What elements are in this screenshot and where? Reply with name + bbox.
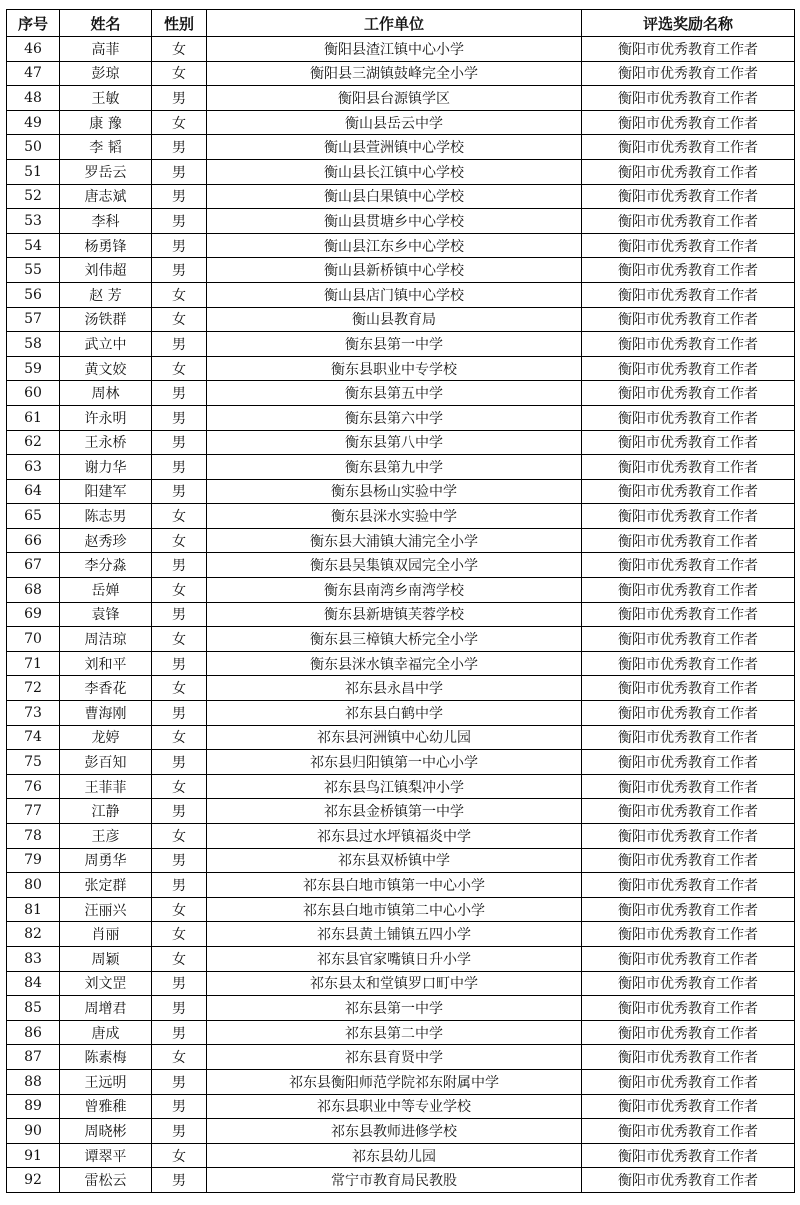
table-row — [7, 750, 795, 775]
table-header-row — [7, 10, 795, 37]
cell-serial-number: 84 — [7, 971, 60, 996]
cell-work-unit: 祁东县白地市镇第二中心小学 — [207, 897, 582, 922]
cell-serial-number: 49 — [7, 110, 60, 135]
cell-serial-number: 47 — [7, 61, 60, 86]
cell-award-name: 衡阳市优秀教育工作者 — [582, 37, 795, 62]
table-row — [7, 1094, 795, 1119]
cell-work-unit: 衡东县职业中专学校 — [207, 356, 582, 381]
cell-award-name: 衡阳市优秀教育工作者 — [582, 381, 795, 406]
cell-serial-number: 89 — [7, 1094, 60, 1119]
cell-name: 刘和平 — [60, 651, 152, 676]
cell-work-unit: 衡东县杨山实验中学 — [207, 479, 582, 504]
cell-award-name: 衡阳市优秀教育工作者 — [582, 356, 795, 381]
cell-serial-number: 51 — [7, 159, 60, 184]
cell-serial-number: 56 — [7, 282, 60, 307]
cell-gender: 男 — [152, 848, 207, 873]
cell-award-name: 衡阳市优秀教育工作者 — [582, 971, 795, 996]
table-row — [7, 701, 795, 726]
cell-award-name: 衡阳市优秀教育工作者 — [582, 1045, 795, 1070]
table-row — [7, 873, 795, 898]
cell-work-unit: 衡山县店门镇中心学校 — [207, 282, 582, 307]
cell-award-name: 衡阳市优秀教育工作者 — [582, 405, 795, 430]
cell-award-name: 衡阳市优秀教育工作者 — [582, 1168, 795, 1193]
table-row — [7, 455, 795, 480]
cell-name: 唐志斌 — [60, 184, 152, 209]
awards-table — [6, 9, 795, 1193]
table-body — [7, 37, 795, 1193]
cell-award-name: 衡阳市优秀教育工作者 — [582, 873, 795, 898]
cell-name: 周颖 — [60, 946, 152, 971]
cell-name: 雷松云 — [60, 1168, 152, 1193]
cell-gender: 女 — [152, 504, 207, 529]
cell-name: 肖丽 — [60, 922, 152, 947]
cell-gender: 男 — [152, 651, 207, 676]
table-row — [7, 37, 795, 62]
cell-gender: 女 — [152, 946, 207, 971]
cell-serial-number: 85 — [7, 996, 60, 1021]
cell-work-unit: 祁东县职业中等专业学校 — [207, 1094, 582, 1119]
table-row — [7, 897, 795, 922]
cell-gender: 男 — [152, 1020, 207, 1045]
cell-gender: 男 — [152, 430, 207, 455]
cell-name: 谭翠平 — [60, 1143, 152, 1168]
cell-gender: 女 — [152, 676, 207, 701]
cell-work-unit: 衡东县第六中学 — [207, 405, 582, 430]
table-row — [7, 627, 795, 652]
cell-award-name: 衡阳市优秀教育工作者 — [582, 578, 795, 603]
table-row — [7, 1045, 795, 1070]
table-row — [7, 307, 795, 332]
cell-serial-number: 60 — [7, 381, 60, 406]
cell-award-name: 衡阳市优秀教育工作者 — [582, 1143, 795, 1168]
cell-award-name: 衡阳市优秀教育工作者 — [582, 602, 795, 627]
cell-award-name: 衡阳市优秀教育工作者 — [582, 282, 795, 307]
cell-serial-number: 59 — [7, 356, 60, 381]
cell-gender: 男 — [152, 86, 207, 111]
cell-work-unit: 衡东县南湾乡南湾学校 — [207, 578, 582, 603]
cell-award-name: 衡阳市优秀教育工作者 — [582, 258, 795, 283]
cell-name: 黄文姣 — [60, 356, 152, 381]
cell-work-unit: 衡东县洣水实验中学 — [207, 504, 582, 529]
cell-work-unit: 祁东县河洲镇中心幼儿园 — [207, 725, 582, 750]
cell-name: 王菲菲 — [60, 774, 152, 799]
cell-name: 高菲 — [60, 37, 152, 62]
table-row — [7, 971, 795, 996]
cell-work-unit: 祁东县育贤中学 — [207, 1045, 582, 1070]
cell-name: 曾雅稚 — [60, 1094, 152, 1119]
cell-gender: 男 — [152, 159, 207, 184]
cell-serial-number: 64 — [7, 479, 60, 504]
cell-name: 周增君 — [60, 996, 152, 1021]
cell-work-unit: 衡山县贯塘乡中心学校 — [207, 209, 582, 234]
cell-gender: 女 — [152, 282, 207, 307]
cell-serial-number: 69 — [7, 602, 60, 627]
cell-award-name: 衡阳市优秀教育工作者 — [582, 159, 795, 184]
cell-award-name: 衡阳市优秀教育工作者 — [582, 996, 795, 1021]
cell-gender: 男 — [152, 996, 207, 1021]
cell-serial-number: 55 — [7, 258, 60, 283]
cell-award-name: 衡阳市优秀教育工作者 — [582, 1119, 795, 1144]
cell-name: 武立中 — [60, 332, 152, 357]
cell-gender: 男 — [152, 381, 207, 406]
table-row — [7, 209, 795, 234]
table-row — [7, 946, 795, 971]
cell-gender: 男 — [152, 1069, 207, 1094]
cell-work-unit: 祁东县教师进修学校 — [207, 1119, 582, 1144]
cell-serial-number: 92 — [7, 1168, 60, 1193]
table-row — [7, 578, 795, 603]
cell-work-unit: 衡东县第八中学 — [207, 430, 582, 455]
cell-award-name: 衡阳市优秀教育工作者 — [582, 922, 795, 947]
cell-work-unit: 衡东县洣水镇幸福完全小学 — [207, 651, 582, 676]
cell-gender: 男 — [152, 873, 207, 898]
cell-work-unit: 衡山县新桥镇中心学校 — [207, 258, 582, 283]
cell-award-name: 衡阳市优秀教育工作者 — [582, 799, 795, 824]
cell-award-name: 衡阳市优秀教育工作者 — [582, 627, 795, 652]
cell-work-unit: 祁东县第二中学 — [207, 1020, 582, 1045]
cell-award-name: 衡阳市优秀教育工作者 — [582, 1094, 795, 1119]
cell-work-unit: 祁东县鸟江镇梨冲小学 — [207, 774, 582, 799]
cell-gender: 男 — [152, 602, 207, 627]
cell-work-unit: 衡东县大浦镇大浦完全小学 — [207, 528, 582, 553]
cell-gender: 女 — [152, 725, 207, 750]
cell-serial-number: 70 — [7, 627, 60, 652]
cell-serial-number: 53 — [7, 209, 60, 234]
cell-name: 李科 — [60, 209, 152, 234]
table-row — [7, 1143, 795, 1168]
cell-work-unit: 祁东县第一中学 — [207, 996, 582, 1021]
cell-gender: 女 — [152, 1045, 207, 1070]
cell-name: 罗岳云 — [60, 159, 152, 184]
cell-work-unit: 祁东县衡阳师范学院祁东附属中学 — [207, 1069, 582, 1094]
cell-serial-number: 82 — [7, 922, 60, 947]
cell-award-name: 衡阳市优秀教育工作者 — [582, 110, 795, 135]
cell-serial-number: 87 — [7, 1045, 60, 1070]
cell-serial-number: 67 — [7, 553, 60, 578]
header-serial-number: 序号 — [7, 10, 60, 37]
cell-name: 曹海刚 — [60, 701, 152, 726]
cell-name: 王敏 — [60, 86, 152, 111]
table-row — [7, 332, 795, 357]
table-row — [7, 528, 795, 553]
cell-name: 袁锋 — [60, 602, 152, 627]
cell-gender: 男 — [152, 799, 207, 824]
cell-award-name: 衡阳市优秀教育工作者 — [582, 430, 795, 455]
cell-serial-number: 81 — [7, 897, 60, 922]
table-row — [7, 381, 795, 406]
cell-work-unit: 祁东县过水坪镇福炎中学 — [207, 824, 582, 849]
cell-serial-number: 76 — [7, 774, 60, 799]
header-gender: 性别 — [152, 10, 207, 37]
cell-gender: 女 — [152, 824, 207, 849]
cell-name: 汤铁群 — [60, 307, 152, 332]
cell-work-unit: 衡山县萱洲镇中心学校 — [207, 135, 582, 160]
cell-name: 岳婵 — [60, 578, 152, 603]
table-row — [7, 159, 795, 184]
table-row — [7, 356, 795, 381]
table-row — [7, 86, 795, 111]
cell-gender: 男 — [152, 750, 207, 775]
cell-gender: 女 — [152, 627, 207, 652]
cell-work-unit: 祁东县太和堂镇罗口町中学 — [207, 971, 582, 996]
cell-work-unit: 衡山县岳云中学 — [207, 110, 582, 135]
cell-work-unit: 祁东县黄土铺镇五四小学 — [207, 922, 582, 947]
cell-work-unit: 衡东县第一中学 — [207, 332, 582, 357]
cell-serial-number: 74 — [7, 725, 60, 750]
cell-work-unit: 祁东县官家嘴镇日升小学 — [207, 946, 582, 971]
cell-serial-number: 86 — [7, 1020, 60, 1045]
cell-name: 王彦 — [60, 824, 152, 849]
cell-award-name: 衡阳市优秀教育工作者 — [582, 455, 795, 480]
cell-award-name: 衡阳市优秀教育工作者 — [582, 86, 795, 111]
cell-gender: 男 — [152, 233, 207, 258]
cell-work-unit: 祁东县双桥镇中学 — [207, 848, 582, 873]
cell-gender: 男 — [152, 479, 207, 504]
cell-gender: 男 — [152, 1094, 207, 1119]
cell-work-unit: 衡东县三樟镇大桥完全小学 — [207, 627, 582, 652]
cell-serial-number: 91 — [7, 1143, 60, 1168]
cell-serial-number: 58 — [7, 332, 60, 357]
cell-award-name: 衡阳市优秀教育工作者 — [582, 848, 795, 873]
cell-work-unit: 衡阳县三湖镇鼓峰完全小学 — [207, 61, 582, 86]
cell-work-unit: 祁东县永昌中学 — [207, 676, 582, 701]
cell-name: 周林 — [60, 381, 152, 406]
cell-gender: 男 — [152, 184, 207, 209]
cell-serial-number: 48 — [7, 86, 60, 111]
cell-award-name: 衡阳市优秀教育工作者 — [582, 897, 795, 922]
cell-work-unit: 常宁市教育局民教股 — [207, 1168, 582, 1193]
cell-work-unit: 衡阳县台源镇学区 — [207, 86, 582, 111]
cell-award-name: 衡阳市优秀教育工作者 — [582, 528, 795, 553]
cell-name: 张定群 — [60, 873, 152, 898]
cell-gender: 男 — [152, 1168, 207, 1193]
cell-name: 谢力华 — [60, 455, 152, 480]
cell-name: 赵 芳 — [60, 282, 152, 307]
cell-gender: 男 — [152, 135, 207, 160]
cell-work-unit: 祁东县白鹤中学 — [207, 701, 582, 726]
cell-serial-number: 68 — [7, 578, 60, 603]
cell-award-name: 衡阳市优秀教育工作者 — [582, 184, 795, 209]
table-row — [7, 479, 795, 504]
table-row — [7, 1168, 795, 1193]
cell-work-unit: 衡阳县渣江镇中心小学 — [207, 37, 582, 62]
cell-name: 周洁琼 — [60, 627, 152, 652]
cell-serial-number: 65 — [7, 504, 60, 529]
cell-name: 杨勇锋 — [60, 233, 152, 258]
cell-award-name: 衡阳市优秀教育工作者 — [582, 676, 795, 701]
cell-name: 康 豫 — [60, 110, 152, 135]
cell-serial-number: 50 — [7, 135, 60, 160]
cell-gender: 男 — [152, 553, 207, 578]
cell-name: 周晓彬 — [60, 1119, 152, 1144]
cell-work-unit: 衡东县吴集镇双园完全小学 — [207, 553, 582, 578]
cell-serial-number: 57 — [7, 307, 60, 332]
cell-name: 唐成 — [60, 1020, 152, 1045]
cell-work-unit: 衡山县教育局 — [207, 307, 582, 332]
cell-name: 王远明 — [60, 1069, 152, 1094]
cell-name: 周勇华 — [60, 848, 152, 873]
cell-award-name: 衡阳市优秀教育工作者 — [582, 209, 795, 234]
table-row — [7, 282, 795, 307]
cell-name: 刘文罡 — [60, 971, 152, 996]
cell-gender: 女 — [152, 578, 207, 603]
header-award-name: 评选奖励名称 — [582, 10, 795, 37]
table-row — [7, 61, 795, 86]
cell-award-name: 衡阳市优秀教育工作者 — [582, 946, 795, 971]
cell-work-unit: 衡东县第九中学 — [207, 455, 582, 480]
cell-serial-number: 72 — [7, 676, 60, 701]
cell-work-unit: 祁东县归阳镇第一中心小学 — [207, 750, 582, 775]
cell-award-name: 衡阳市优秀教育工作者 — [582, 824, 795, 849]
cell-name: 许永明 — [60, 405, 152, 430]
cell-work-unit: 衡东县新塘镇芙蓉学校 — [207, 602, 582, 627]
cell-gender: 女 — [152, 774, 207, 799]
cell-name: 江静 — [60, 799, 152, 824]
cell-gender: 女 — [152, 110, 207, 135]
table-row — [7, 1069, 795, 1094]
cell-name: 阳建军 — [60, 479, 152, 504]
cell-gender: 女 — [152, 37, 207, 62]
cell-name: 彭百知 — [60, 750, 152, 775]
cell-serial-number: 77 — [7, 799, 60, 824]
table-row — [7, 233, 795, 258]
cell-gender: 男 — [152, 405, 207, 430]
cell-gender: 男 — [152, 258, 207, 283]
cell-gender: 女 — [152, 897, 207, 922]
cell-gender: 女 — [152, 356, 207, 381]
table-row — [7, 135, 795, 160]
table-row — [7, 824, 795, 849]
cell-award-name: 衡阳市优秀教育工作者 — [582, 651, 795, 676]
cell-award-name: 衡阳市优秀教育工作者 — [582, 553, 795, 578]
cell-gender: 女 — [152, 307, 207, 332]
cell-name: 彭琼 — [60, 61, 152, 86]
cell-name: 李 韬 — [60, 135, 152, 160]
cell-award-name: 衡阳市优秀教育工作者 — [582, 774, 795, 799]
cell-gender: 女 — [152, 61, 207, 86]
cell-gender: 男 — [152, 971, 207, 996]
cell-name: 李分淼 — [60, 553, 152, 578]
table-row — [7, 553, 795, 578]
cell-name: 刘伟超 — [60, 258, 152, 283]
table-row — [7, 405, 795, 430]
cell-gender: 男 — [152, 209, 207, 234]
cell-name: 陈志男 — [60, 504, 152, 529]
cell-serial-number: 79 — [7, 848, 60, 873]
table-row — [7, 110, 795, 135]
cell-work-unit: 衡山县长江镇中心学校 — [207, 159, 582, 184]
cell-work-unit: 衡山县白果镇中心学校 — [207, 184, 582, 209]
cell-work-unit: 衡山县江东乡中心学校 — [207, 233, 582, 258]
table-row — [7, 676, 795, 701]
cell-serial-number: 90 — [7, 1119, 60, 1144]
cell-serial-number: 80 — [7, 873, 60, 898]
cell-serial-number: 78 — [7, 824, 60, 849]
cell-gender: 男 — [152, 1119, 207, 1144]
cell-serial-number: 62 — [7, 430, 60, 455]
header-work-unit: 工作单位 — [207, 10, 582, 37]
cell-gender: 男 — [152, 701, 207, 726]
table-row — [7, 602, 795, 627]
cell-name: 赵秀珍 — [60, 528, 152, 553]
cell-award-name: 衡阳市优秀教育工作者 — [582, 307, 795, 332]
cell-name: 李香花 — [60, 676, 152, 701]
cell-award-name: 衡阳市优秀教育工作者 — [582, 725, 795, 750]
cell-serial-number: 46 — [7, 37, 60, 62]
cell-award-name: 衡阳市优秀教育工作者 — [582, 135, 795, 160]
cell-work-unit: 祁东县幼儿园 — [207, 1143, 582, 1168]
header-name: 姓名 — [60, 10, 152, 37]
table-row — [7, 774, 795, 799]
cell-name: 龙婷 — [60, 725, 152, 750]
cell-serial-number: 83 — [7, 946, 60, 971]
table-row — [7, 922, 795, 947]
table-row — [7, 504, 795, 529]
cell-award-name: 衡阳市优秀教育工作者 — [582, 504, 795, 529]
cell-serial-number: 52 — [7, 184, 60, 209]
cell-award-name: 衡阳市优秀教育工作者 — [582, 1020, 795, 1045]
cell-serial-number: 61 — [7, 405, 60, 430]
cell-name: 汪丽兴 — [60, 897, 152, 922]
cell-gender: 男 — [152, 332, 207, 357]
cell-serial-number: 66 — [7, 528, 60, 553]
table-row — [7, 258, 795, 283]
cell-serial-number: 75 — [7, 750, 60, 775]
cell-award-name: 衡阳市优秀教育工作者 — [582, 233, 795, 258]
cell-work-unit: 祁东县白地市镇第一中心小学 — [207, 873, 582, 898]
cell-gender: 女 — [152, 922, 207, 947]
cell-name: 王永桥 — [60, 430, 152, 455]
cell-serial-number: 71 — [7, 651, 60, 676]
table-row — [7, 430, 795, 455]
cell-serial-number: 54 — [7, 233, 60, 258]
cell-award-name: 衡阳市优秀教育工作者 — [582, 479, 795, 504]
table-row — [7, 184, 795, 209]
cell-gender: 男 — [152, 455, 207, 480]
cell-name: 陈素梅 — [60, 1045, 152, 1070]
cell-award-name: 衡阳市优秀教育工作者 — [582, 701, 795, 726]
cell-serial-number: 63 — [7, 455, 60, 480]
cell-gender: 女 — [152, 528, 207, 553]
cell-award-name: 衡阳市优秀教育工作者 — [582, 1069, 795, 1094]
cell-gender: 女 — [152, 1143, 207, 1168]
cell-work-unit: 衡东县第五中学 — [207, 381, 582, 406]
cell-serial-number: 88 — [7, 1069, 60, 1094]
table-row — [7, 799, 795, 824]
cell-award-name: 衡阳市优秀教育工作者 — [582, 332, 795, 357]
cell-serial-number: 73 — [7, 701, 60, 726]
table-row — [7, 651, 795, 676]
table-row — [7, 1020, 795, 1045]
table-row — [7, 848, 795, 873]
table-row — [7, 1119, 795, 1144]
table-row — [7, 725, 795, 750]
table-row — [7, 996, 795, 1021]
cell-work-unit: 祁东县金桥镇第一中学 — [207, 799, 582, 824]
cell-award-name: 衡阳市优秀教育工作者 — [582, 750, 795, 775]
cell-award-name: 衡阳市优秀教育工作者 — [582, 61, 795, 86]
